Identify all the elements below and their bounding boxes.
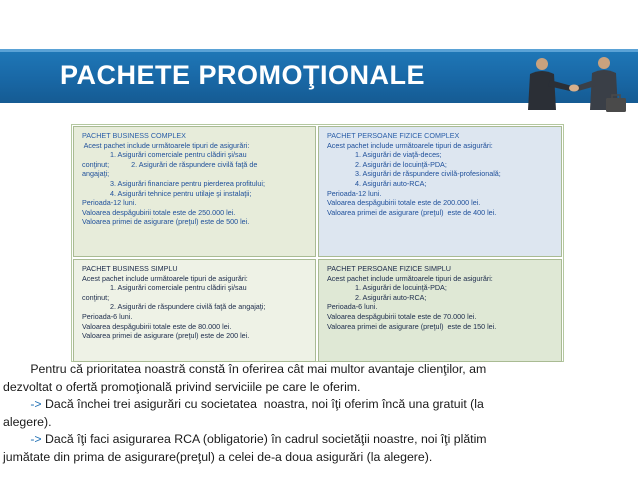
package-line: Perioada-6 luni. [82,311,133,321]
shaking-hands [569,85,579,92]
package-line: Valoarea primei de asigurare (preţul) este de 400 lei. [327,207,497,217]
package-line: Valoarea primei de asigurare (preţul) este de 200 lei. [82,331,250,341]
package-line: angajaţi; [82,169,110,179]
package-line: Acest pachet include următoarele tipuri de asigurări: [82,273,248,283]
promo-line: dezvoltat o ofertă promoţională privind serviciile pe care le oferim. [3,379,361,394]
package-line: Valoarea primei de asigurare (preţul) este de 500 lei. [82,217,250,227]
arrow-icon: -> [3,397,42,412]
package-line: Acest pachet include următoarele tipuri de asigurări: [327,273,493,283]
slide-title: PACHETE PROMOŢIONALE [60,60,426,90]
package-line: 1. Asigurări comerciale pentru clădiri şi/sau [82,150,247,160]
promo-line [3,396,635,414]
package-business-complex [73,126,316,257]
package-persoane-complex [318,126,562,257]
package-line: Valoarea primei de asigurare (preţul) este de 150 lei. [327,321,497,331]
package-line: 1. Asigurări comerciale pentru clădiri şi/sau [82,283,247,293]
briefcase-icon [606,98,626,112]
promo-line: alegere). [3,414,52,429]
title-banner-highlight [0,49,638,52]
package-line: 1. Asigurări de locuinţă-PDA; [327,283,447,293]
package-line: conţinut; 2. Asigurări de răspundere civilă faţă de [82,159,258,169]
package-line: 2. Asigurări de răspundere civilă faţă de angajaţi; [82,302,266,312]
package-line: conţinut; [82,292,110,302]
package-line: 4. Asigurări tehnice pentru utilaje şi instalaţii; [82,188,252,198]
package-title: PACHET BUSINESS COMPLEX [82,131,186,140]
package-persoane-simplu [318,259,562,362]
package-line: Valoarea despăgubirii totale este de 70.000 lei. [327,311,477,321]
package-line: Acest pachet include următoarele tipuri de asigurări: [82,140,250,150]
package-line: Valoarea despăgubirii totale este de 200.000 lei. [327,198,481,208]
promo-line: Pentru că prioritatea noastră constă în oferirea cât mai multor avantaje clienţilor, am [3,362,487,376]
package-line: Perioada-12 luni. [327,188,382,198]
promo-description [3,361,635,467]
promo-text: Dacă îţi faci asigurarea RCA (obligatorie) în cadrul societăţii noastre, noi îţi plătim [41,432,487,447]
package-line: Valoarea despăgubirii totale este de 250.000 lei. [82,207,236,217]
package-line: Valoarea despăgubirii totale este de 80.000 lei. [82,321,232,331]
left-person-head [536,58,548,70]
left-person-body [528,71,556,110]
package-line: 3. Asigurări financiare pentru pierderea profitului; [82,178,265,188]
package-title: PACHET PERSOANE FIZICE COMPLEX [327,131,460,140]
promo-text: Dacă închei trei asigurări cu societatea noastra, noi îţi oferim încă una gratuit (la [41,397,484,412]
packages-table [71,124,564,362]
package-line: 4. Asigurări auto-RCA; [327,178,427,188]
package-line: 1. Asigurări de viaţă-deces; [327,150,442,160]
package-title: PACHET PERSOANE FIZICE SIMPLU [327,264,451,273]
package-line: Perioada-12 luni. [82,198,137,208]
package-line: Perioada-6 luni. [327,302,378,312]
package-business-simplu [73,259,316,362]
package-title: PACHET BUSINESS SIMPLU [82,264,178,273]
package-line: 2. Asigurări de locuinţă-PDA; [327,159,447,169]
arrow-icon: -> [3,432,42,447]
promo-line [3,431,635,449]
handshake-illustration [520,56,630,114]
package-line: 3. Asigurări de răspundere civilă-profesională; [327,169,501,179]
promo-line: jumătate din prima de asigurare(preţul) a celei de-a doua asigurări (la alegere). [3,449,433,464]
right-person-head [598,57,610,69]
package-line: Acest pachet include următoarele tipuri de asigurări: [327,140,493,150]
package-line: 2. Asigurări auto-RCA; [327,292,427,302]
